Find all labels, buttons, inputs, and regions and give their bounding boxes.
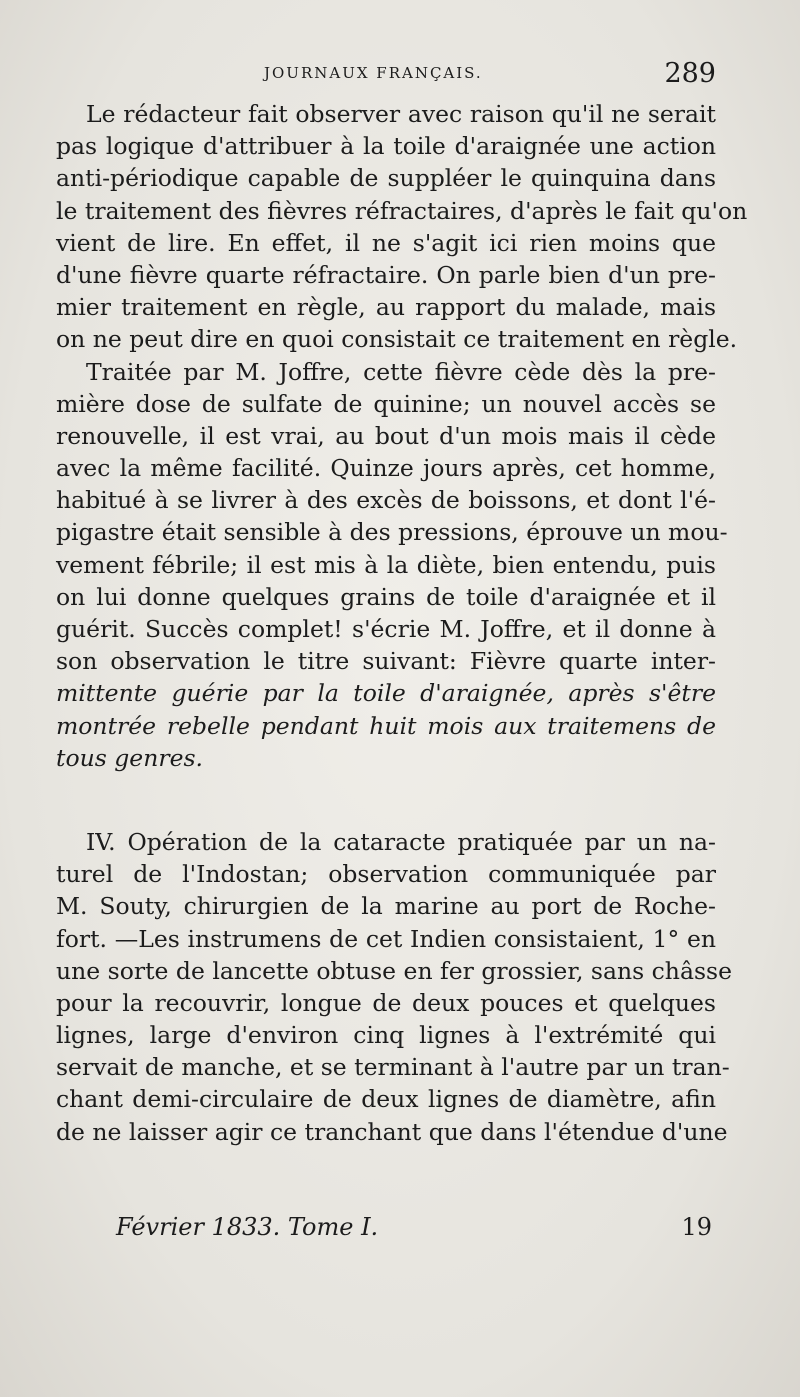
text-line: anti-périodique capable de suppléer le quinquina dans bbox=[56, 164, 716, 193]
text-line: une sorte de lancette obtuse en fer grossier, sans châsse bbox=[56, 956, 732, 985]
text-line: son observation le titre suivant: Fièvre quarte inter- bbox=[56, 647, 716, 676]
text-line: mière dose de sulfate de quinine; un nouvel accès se bbox=[56, 389, 716, 418]
text-line: avec la même facilité. Quinze jours après, cet homme, bbox=[56, 454, 716, 483]
section-gap bbox=[56, 774, 716, 826]
text-line: Le rédacteur fait observer avec raison qu'il ne serait bbox=[86, 100, 716, 128]
signature-mark: 19 bbox=[681, 1213, 712, 1241]
text-line: on ne peut dire en quoi consistait ce traitement en règle. bbox=[56, 325, 738, 354]
text-line: vement fébrile; il est mis à la diète, bien entendu, puis bbox=[56, 550, 716, 579]
text-line: tous genres. bbox=[56, 743, 204, 772]
text-line: le traitement des fièvres réfractaires, d'après le fait qu'on bbox=[56, 196, 748, 225]
body-text bbox=[56, 98, 748, 1148]
text-line: d'une fièvre quarte réfractaire. On parle bien d'un pre- bbox=[56, 260, 716, 289]
text-line: mittente guérie par la toile d'araignée, après s'être bbox=[56, 679, 716, 708]
page-footer bbox=[56, 1213, 716, 1249]
text-line: lignes, large d'environ cinq lignes à l'extrémité qui bbox=[56, 1021, 716, 1050]
text-line: turel de l'Indostan; observation communiquée par bbox=[56, 860, 716, 889]
text-line: on lui donne quelques grains de toile d'araignée et il bbox=[56, 582, 716, 611]
footer-date: Février 1833. Tome I. bbox=[116, 1213, 379, 1241]
text-line: IV. Opération de la cataracte pratiquée par un na- bbox=[86, 827, 716, 856]
page-header bbox=[56, 58, 716, 92]
text-line: renouvelle, il est vrai, au bout d'un mois mais il cède bbox=[56, 421, 716, 450]
text-line: pas logique d'attribuer à la toile d'araignée une action bbox=[56, 132, 716, 161]
text-line: montrée rebelle pendant huit mois aux traitemens de bbox=[56, 711, 716, 740]
text-line: servait de manche, et se terminant à l'autre par un tran- bbox=[56, 1053, 730, 1082]
text-line: pour la recouvrir, longue de deux pouces et quelques bbox=[56, 988, 716, 1017]
text-line: pigastre était sensible à des pressions, éprouve un mou- bbox=[56, 518, 728, 547]
text-line: de ne laisser agir ce tranchant que dans l'étendue d'une bbox=[56, 1117, 728, 1146]
text-line: chant demi-circulaire de deux lignes de diamètre, afin bbox=[56, 1085, 716, 1114]
text-line: habitué à se livrer à des excès de boissons, et dont l'é- bbox=[56, 486, 716, 515]
running-head: JOURNAUX FRANÇAIS. bbox=[264, 64, 483, 82]
text-line: vient de lire. En effet, il ne s'agit ici rien moins que bbox=[56, 228, 716, 257]
text-line: Traitée par M. Joffre, cette fièvre cède dès la pre- bbox=[86, 357, 716, 386]
page-number: 289 bbox=[664, 58, 716, 89]
text-line: M. Souty, chirurgien de la marine au port de Roche- bbox=[56, 892, 716, 921]
text-line: mier traitement en règle, au rapport du malade, mais bbox=[56, 293, 716, 322]
text-line: guérit. Succès complet! s'écrie M. Joffre, et il donne à bbox=[56, 615, 716, 643]
text-line: fort. —Les instrumens de cet Indien consistaient, 1° en bbox=[56, 924, 716, 953]
